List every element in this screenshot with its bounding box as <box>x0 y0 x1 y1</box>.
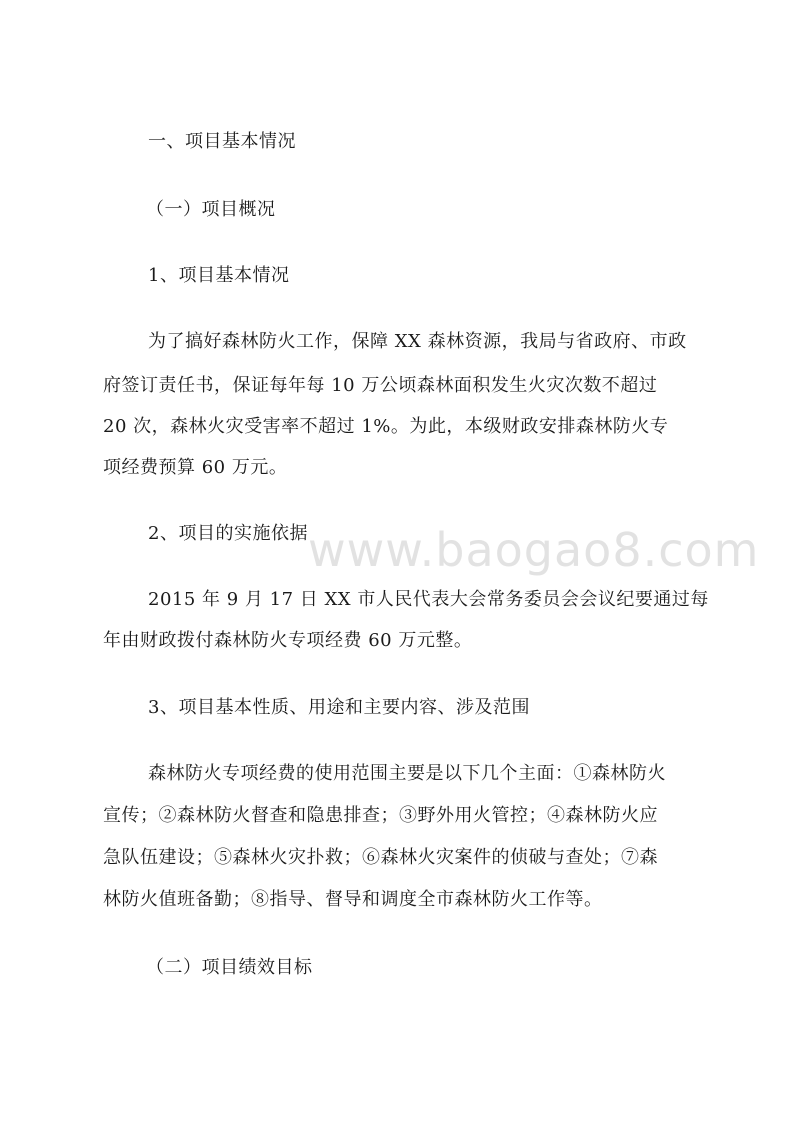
subsection-heading-1-1: （一）项目概况 <box>146 199 276 220</box>
section-heading-1: 一、项目基本情况 <box>148 131 296 152</box>
paragraph-3-line-2: 宣传；②森林防火督查和隐患排查；③野外用火管控；④森林防火应 <box>103 805 658 826</box>
paragraph-2-line-2: 年由财政拨付森林防火专项经费 60 万元整。 <box>103 630 473 651</box>
watermark: www.baogao8.com <box>308 523 760 577</box>
item-heading-1: 1、项目基本情况 <box>148 265 290 286</box>
paragraph-2-line-1: 2015 年 9 月 17 日 XX 市人民代表大会常务委员会会议纪要通过每 <box>148 589 709 610</box>
subsection-heading-1-2: （二）项目绩效目标 <box>146 957 313 978</box>
paragraph-3-line-1: 森林防火专项经费的使用范围主要是以下几个主面：①森林防火 <box>148 763 666 784</box>
paragraph-3-line-3: 急队伍建设；⑤森林火灾扑救；⑥森林火灾案件的侦破与查处；⑦森 <box>103 847 658 868</box>
paragraph-1-line-3: 20 次，森林火灾受害率不超过 1%。为此，本级财政安排森林防火专 <box>103 416 669 437</box>
paragraph-1-line-2: 府签订责任书，保证每年每 10 万公顷森林面积发生火灾次数不超过 <box>103 375 658 396</box>
paragraph-1-line-4: 项经费预算 60 万元。 <box>103 457 288 478</box>
item-heading-3: 3、项目基本性质、用途和主要内容、涉及范围 <box>148 697 530 718</box>
item-heading-2: 2、项目的实施依据 <box>148 523 308 544</box>
paragraph-1-line-1: 为了搞好森林防火工作，保障 XX 森林资源，我局与省政府、市政 <box>148 331 687 352</box>
paragraph-3-line-4: 林防火值班备勤；⑧指导、督导和调度全市森林防火工作等。 <box>103 889 603 910</box>
